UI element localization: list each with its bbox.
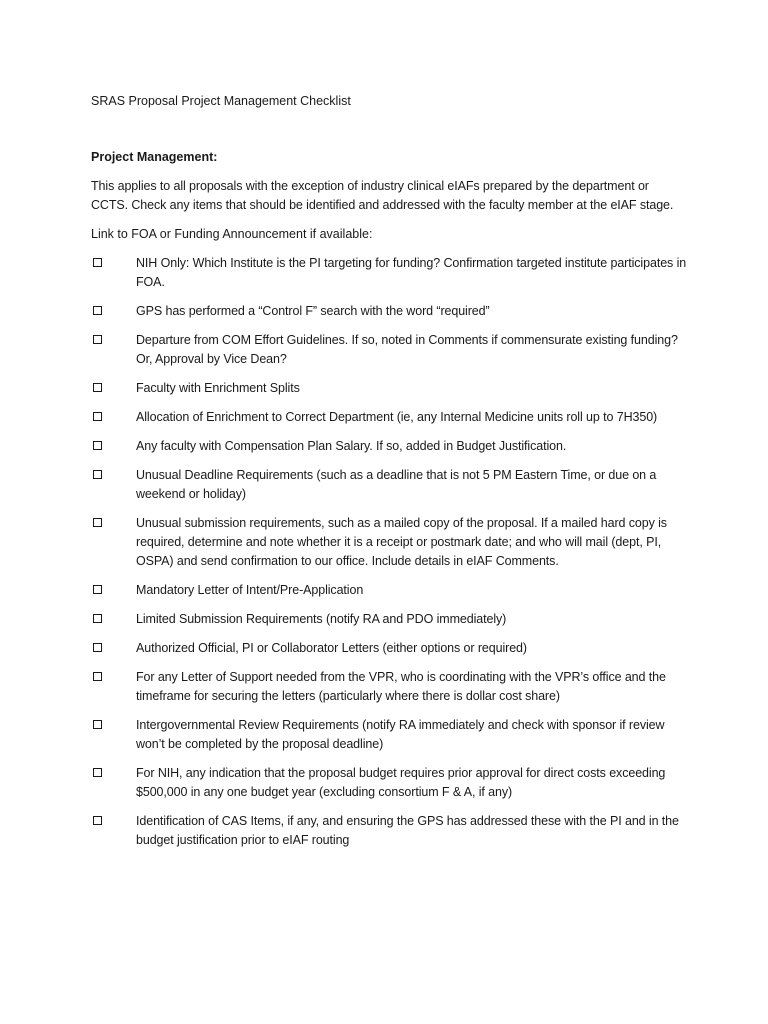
checklist-item-label: Intergovernmental Review Requirements (notify RA immediately and check with sponsor if review won’t be completed by the proposal deadline): [136, 718, 665, 751]
checklist-item: [91, 254, 688, 292]
checkbox[interactable]: [93, 258, 102, 267]
checkbox[interactable]: [93, 518, 102, 527]
checklist-item-label: Authorized Official, PI or Collaborator Letters (either options or required): [136, 641, 527, 655]
checklist-item-label: For NIH, any indication that the proposal budget requires prior approval for direct costs exceeding $500,000 in any one budget year (excluding consortium F & A, if any): [136, 766, 666, 799]
section-heading: Project Management:: [91, 150, 218, 164]
checklist-item-label: Faculty with Enrichment Splits: [136, 381, 300, 395]
checklist-item: [91, 716, 688, 754]
checkbox[interactable]: [93, 441, 102, 450]
checklist-item: [91, 581, 688, 600]
funding-link-line: Link to FOA or Funding Announcement if available:: [91, 227, 373, 241]
checklist-item: [91, 437, 688, 456]
intro-paragraph: This applies to all proposals with the exception of industry clinical eIAFs prepared by the department or CCTS. Check any items that should be identified and addressed with the faculty member at the eIAF stage.: [91, 179, 674, 212]
checklist-item: [91, 764, 688, 802]
checklist-item: [91, 668, 688, 706]
document-title: SRAS Proposal Project Management Checklist: [91, 94, 351, 108]
checklist-item: [91, 610, 688, 629]
checkbox[interactable]: [93, 672, 102, 681]
checklist-item-label: Limited Submission Requirements (notify RA and PDO immediately): [136, 612, 507, 626]
checkbox[interactable]: [93, 470, 102, 479]
checkbox[interactable]: [93, 383, 102, 392]
checkbox[interactable]: [93, 614, 102, 623]
checklist-item-label: Mandatory Letter of Intent/Pre-Application: [136, 583, 364, 597]
checklist-item-label: Departure from COM Effort Guidelines. If so, noted in Comments if commensurate existing funding? Or, Approval by Vice Dean?: [136, 333, 678, 366]
checklist-item: [91, 514, 688, 571]
checklist-item-label: Any faculty with Compensation Plan Salary. If so, added in Budget Justification.: [136, 439, 567, 453]
checkbox[interactable]: [93, 412, 102, 421]
checklist-item-label: For any Letter of Support needed from the VPR, who is coordinating with the VPR’s office and the timeframe for securing the letters (particularly where there is dollar cost share): [136, 670, 666, 703]
checklist-item: [91, 379, 688, 398]
checkbox[interactable]: [93, 585, 102, 594]
checklist-item: [91, 812, 688, 850]
checklist-item: [91, 466, 688, 504]
checklist: [91, 254, 688, 850]
checklist-item: [91, 302, 688, 321]
checklist-item-label: NIH Only: Which Institute is the PI targeting for funding? Confirmation targeted institute participates in FOA.: [136, 256, 687, 289]
checklist-item-label: GPS has performed a “Control F” search with the word “required”: [136, 304, 490, 318]
checklist-item-label: Unusual submission requirements, such as a mailed copy of the proposal. If a mailed hard copy is required, determine and note whether it is a receipt or postmark date; and who will mail (dept, PI, OSPA) and send confirmation to our office. Include details in eIAF Comments.: [136, 516, 667, 568]
checkbox[interactable]: [93, 335, 102, 344]
checklist-item-label: Allocation of Enrichment to Correct Department (ie, any Internal Medicine units roll up to 7H350): [136, 410, 658, 424]
checklist-item-label: Unusual Deadline Requirements (such as a deadline that is not 5 PM Eastern Time, or due on a weekend or holiday): [136, 468, 657, 501]
checkbox[interactable]: [93, 768, 102, 777]
checkbox[interactable]: [93, 306, 102, 315]
checkbox[interactable]: [93, 720, 102, 729]
checklist-item: [91, 639, 688, 658]
checklist-item: [91, 331, 688, 369]
checklist-item-label: Identification of CAS Items, if any, and ensuring the GPS has addressed these with the PI and in the budget justification prior to eIAF routing: [136, 814, 679, 847]
checklist-item: [91, 408, 688, 427]
checkbox[interactable]: [93, 816, 102, 825]
checkbox[interactable]: [93, 643, 102, 652]
